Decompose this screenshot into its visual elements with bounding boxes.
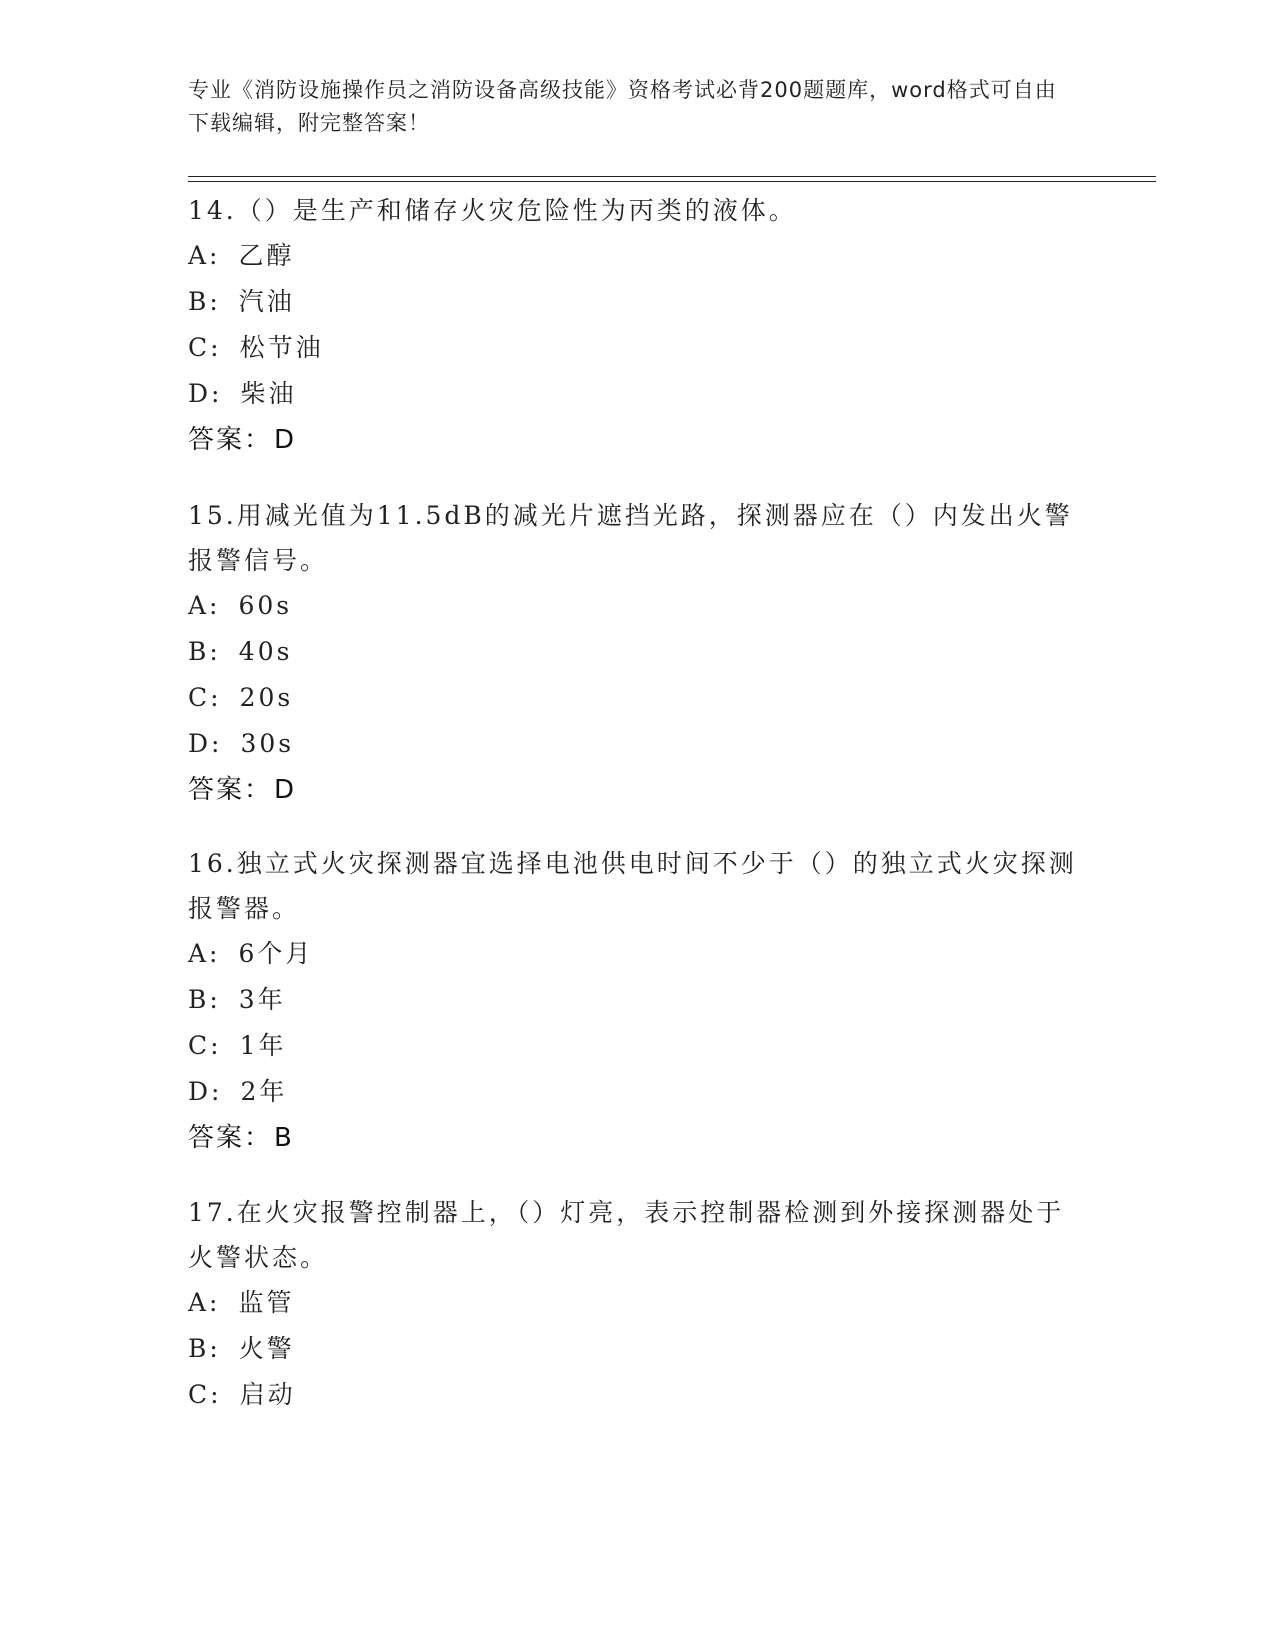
answer-value: D	[274, 775, 295, 805]
option-text: 20s	[239, 683, 294, 712]
option-text: 火警	[238, 1334, 295, 1363]
option-letter: D:	[188, 379, 223, 408]
question-stem: 14.（）是生产和储存火灾危险性为丙类的液体。	[188, 196, 797, 225]
answer-label: 答案：	[188, 1123, 273, 1153]
question-stem: 16.独立式火灾探测器宜选择电池供电时间不少于（）的独立式火灾探测报警器。	[188, 849, 1077, 923]
answer-line	[188, 767, 1078, 813]
option-a	[188, 583, 1078, 629]
question-stem: 15.用减光值为11.5dB的减光片遮挡光路，探测器应在（）内发出火警报警信号。	[188, 501, 1073, 575]
answer-label: 答案：	[188, 425, 273, 455]
option-text: 40s	[238, 637, 293, 666]
answer-label: 答案：	[188, 775, 273, 805]
option-letter: C:	[188, 333, 222, 362]
option-text: 6个月	[238, 939, 314, 968]
option-a	[188, 1280, 1078, 1326]
option-text: 启动	[239, 1380, 296, 1409]
option-text: 汽油	[238, 287, 295, 316]
option-text: 2年	[240, 1077, 288, 1106]
option-letter: A:	[188, 241, 221, 270]
document-header: 专业《消防设施操作员之消防设备高级技能》资格考试必背200题题库，word格式可自由下载编辑，附完整答案！	[188, 78, 1057, 135]
option-letter: B:	[188, 985, 221, 1014]
option-c	[188, 325, 1078, 371]
option-c	[188, 1023, 1078, 1069]
question-stem: 17.在火灾报警控制器上，（）灯亮，表示控制器检测到外接探测器处于火警状态。	[188, 1198, 1065, 1272]
option-text: 乙醇	[238, 241, 295, 270]
option-d	[188, 371, 1078, 417]
option-text: 柴油	[240, 379, 297, 408]
option-b	[188, 977, 1078, 1023]
option-letter: D:	[188, 729, 223, 758]
option-text: 30s	[240, 729, 295, 758]
option-c	[188, 1372, 1078, 1418]
option-text: 3年	[238, 985, 286, 1014]
option-text: 松节油	[239, 333, 324, 362]
option-d	[188, 721, 1078, 767]
option-letter: B:	[188, 287, 221, 316]
option-letter: D:	[188, 1077, 223, 1106]
question-15	[188, 493, 1078, 813]
option-a	[188, 233, 1078, 279]
option-b	[188, 279, 1078, 325]
option-letter: C:	[188, 1380, 222, 1409]
option-letter: C:	[188, 1031, 222, 1060]
option-text: 60s	[238, 591, 293, 620]
option-text: 监管	[238, 1288, 295, 1317]
option-c	[188, 675, 1078, 721]
option-text: 1年	[239, 1031, 287, 1060]
option-letter: A:	[188, 591, 221, 620]
option-b	[188, 1326, 1078, 1372]
option-letter: A:	[188, 939, 221, 968]
option-a	[188, 931, 1078, 977]
answer-value: D	[274, 425, 295, 455]
option-d	[188, 1069, 1078, 1115]
header-rule-bottom	[188, 181, 1156, 182]
option-letter: C:	[188, 683, 222, 712]
answer-line	[188, 417, 1078, 463]
header-rule-top	[188, 176, 1156, 177]
option-letter: A:	[188, 1288, 221, 1317]
question-17	[188, 1190, 1078, 1418]
question-14	[188, 188, 1078, 463]
option-letter: B:	[188, 637, 221, 666]
answer-line	[188, 1115, 1078, 1161]
question-16	[188, 841, 1078, 1161]
option-b	[188, 629, 1078, 675]
answer-value: B	[274, 1123, 292, 1153]
option-letter: B:	[188, 1334, 221, 1363]
